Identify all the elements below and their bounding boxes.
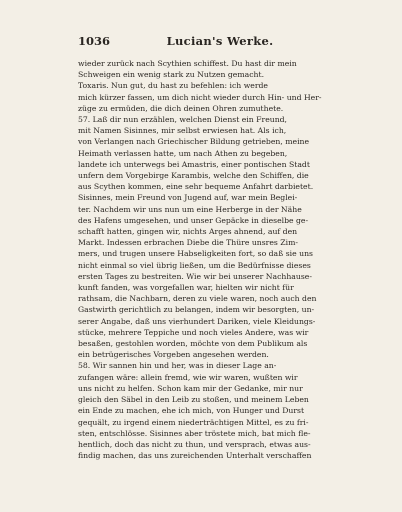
text-line: stücke, mehrere Teppiche und noch vieles Andere, was wir <box>78 327 309 337</box>
text-line: gequält, zu irgend einem niederträchtigen Mittel, es zu fri- <box>78 417 309 427</box>
text-line: mers, und trugen unsere Habseligkeiten fort, so daß sie uns <box>78 249 313 259</box>
page-header <box>78 34 362 48</box>
text-line: züge zu ermüden, die dich deinen Ohren zumuthete. <box>78 103 284 113</box>
text-line: Markt. Indessen erbrachen Diebe die Thüre unsres Zim- <box>78 238 298 248</box>
body-text <box>78 58 362 461</box>
text-line: ein Ende zu machen, ehe ich mich, von Hunger und Durst <box>78 406 305 416</box>
text-line: uns nicht zu helfen. Schon kam mir der Gedanke, mir nur <box>78 383 303 393</box>
text-line: landete ich unterwegs bei Amastris, einer pontischen Stadt <box>78 159 310 169</box>
text-line: ter. Nachdem wir uns nun um eine Herberge in der Nähe <box>78 204 302 214</box>
text-line: Gastwirth gerichtlich zu belangen, indem wir besorgten, un- <box>78 305 315 315</box>
text-line: ein betrügerisches Vorgeben angesehen werden. <box>78 350 269 360</box>
text-line: wieder zurück nach Scythien schiffest. Du hast dir mein <box>78 59 297 68</box>
text-line: Toxaris. Nun gut, du hast zu befehlen: ich werde <box>78 81 268 91</box>
text-line: 58. Wir sannen hin und her, was in dieser Lage an- <box>78 361 277 371</box>
text-line: findig machen, das uns zureichenden Unterhalt verschaffen <box>78 451 312 461</box>
text-line: unfern dem Vorgebirge Karambis, welche den Schiffen, die <box>78 171 309 181</box>
text-line: 57. Laß dir nun erzählen, welchen Dienst ein Freund, <box>78 115 288 125</box>
text-line: zufangen wäre: allein fremd, wie wir waren, wußten wir <box>78 372 298 382</box>
text-line: gleich den Säbel in den Leib zu stoßen, und meinem Leben <box>78 395 309 405</box>
text-line: hentlich, doch das nicht zu thun, und versprach, etwas aus- <box>78 439 311 449</box>
text-line: besaßen, gestohlen worden, möchte von dem Publikum als <box>78 339 308 349</box>
text-line: ersten Tages zu bestreiten. Wie wir bei unserer Nachhause- <box>78 271 312 281</box>
text-line: serer Angabe, daß uns vierhundert Dariken, viele Kleidungs- <box>78 316 316 326</box>
text-line: kunft fanden, was vorgefallen war, hielten wir nicht für <box>78 283 294 293</box>
text-line: Heimath verlassen hatte, um nach Athen zu begeben, <box>78 148 288 158</box>
text-line: von Verlangen nach Griechischer Bildung getrieben, meine <box>78 137 310 147</box>
text-line: nicht einmal so viel übrig ließen, um die Bedürfnisse dieses <box>78 260 311 270</box>
running-title: Lucian's Werke. <box>166 34 274 48</box>
text-line: Sisinnes, mein Freund von Jugend auf, war mein Beglei- <box>78 193 298 203</box>
text-line: Schweigen ein wenig stark zu Nutzen gemacht. <box>78 70 265 80</box>
page-number: 1036 <box>78 34 111 48</box>
text-line: des Hafens umgesehen, und unser Gepäcke in dieselbe ge- <box>78 215 309 225</box>
text-line: aus Scythen kommen, eine sehr bequeme Anfahrt darbietet. <box>78 182 314 192</box>
text-line: mit Namen Sisinnes, mir selbst erwiesen hat. Als ich, <box>78 126 287 136</box>
text-line: mich kürzer fassen, um dich nicht wieder durch Hin- und Her- <box>78 92 322 102</box>
text-line: sten, entschlösse. Sisinnes aber tröstete mich, bat mich fle- <box>78 428 311 438</box>
text-line: rathsam, die Nachbarn, deren zu viele waren, noch auch den <box>78 294 317 304</box>
text-line: schafft hatten, gingen wir, nichts Arges ahnend, auf den <box>78 227 298 237</box>
